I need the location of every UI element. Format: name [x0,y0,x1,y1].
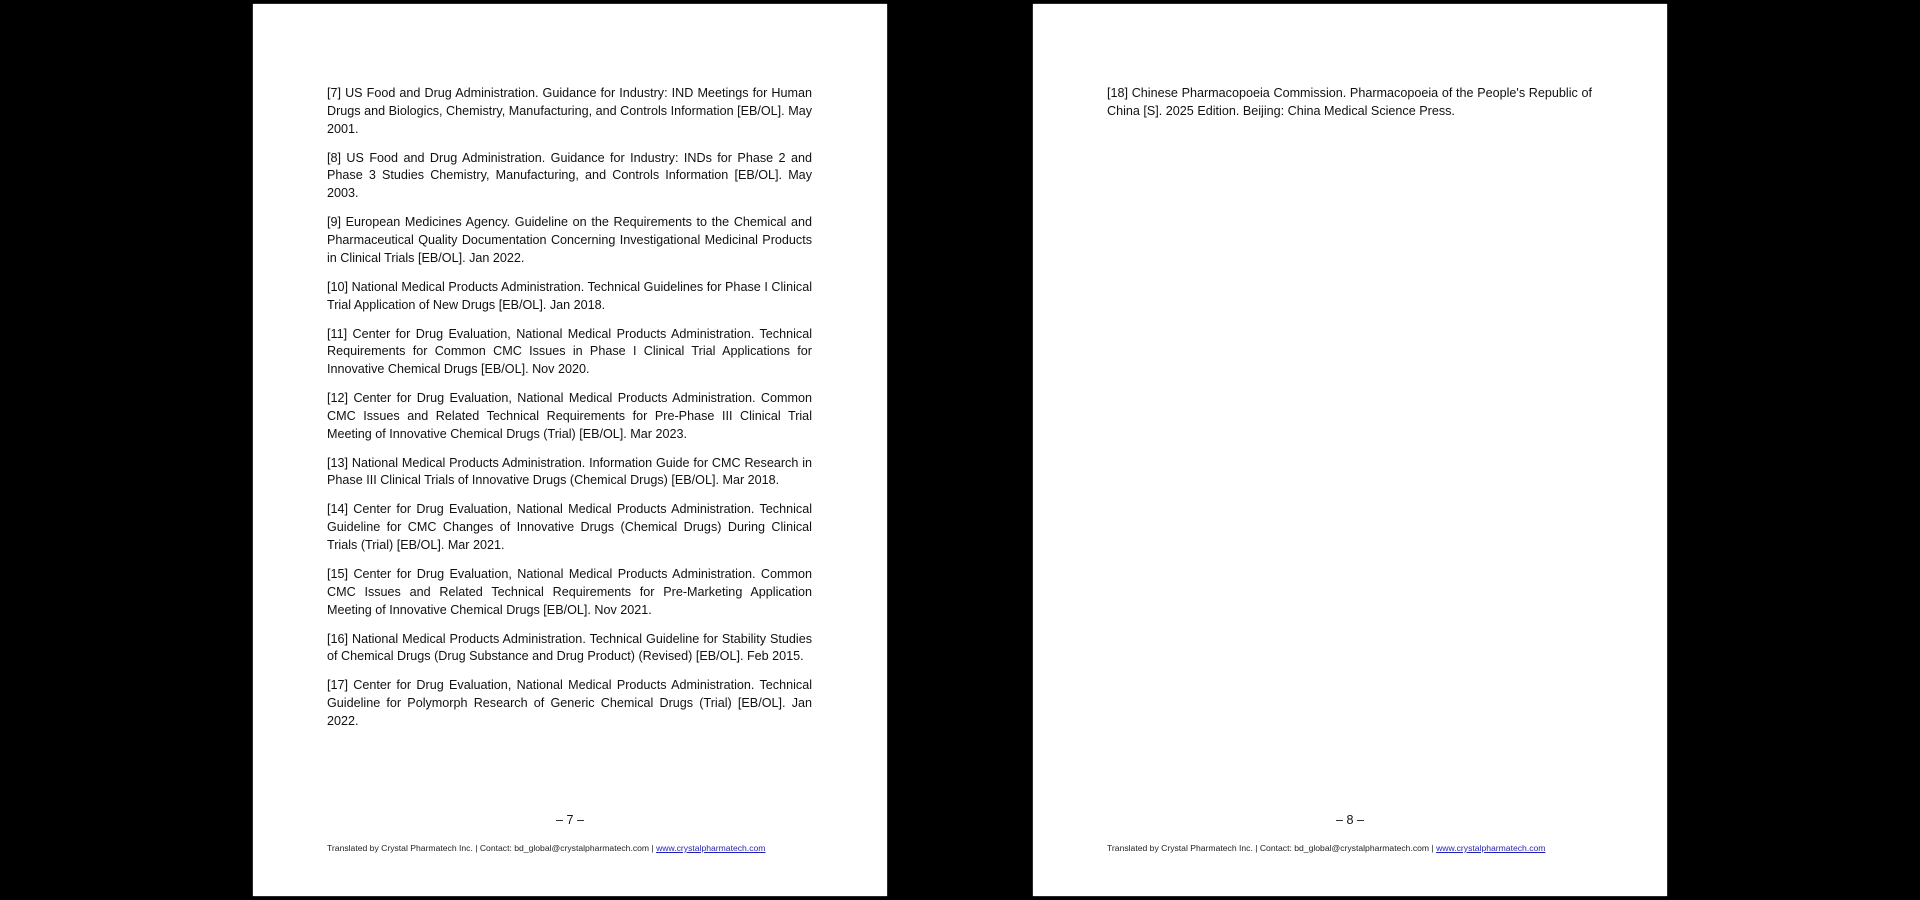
reference-11: [11] Center for Drug Evaluation, National Medical Products Administration. Technical Requirements for Common CMC Issues in Phase I Clinical Trial Applications for Innovative Chemical Drugs [EB/OL]. Nov 2020. [327,326,812,377]
page-footer [327,843,847,853]
page-footer [1107,843,1627,853]
reference-14: [14] Center for Drug Evaluation, National Medical Products Administration. Technical Guideline for CMC Changes of Innovative Drugs (Chemical Drugs) During Clinical Trials (Trial) [EB/OL]. Mar 2021. [327,502,812,553]
reference-13: [13] National Medical Products Administration. Information Guide for CMC Research in Phase III Clinical Trials of Innovative Drugs (Chemical Drugs) [EB/OL]. Mar 2018. [327,455,812,488]
reference-12: [12] Center for Drug Evaluation, National Medical Products Administration. Common CMC Issues and Related Technical Requirements for Pre-Phase III Clinical Trial Meeting of Innovative Chemical Drugs (Trial) [EB/OL]. Mar 2023. [327,391,812,441]
reference-10: [10] National Medical Products Administration. Technical Guidelines for Phase I Clinical Trial Application of New Drugs [EB/OL]. Jan 2018. [327,279,812,312]
page-7 [253,4,887,896]
reference-16: [16] National Medical Products Administration. Technical Guideline for Stability Studies of Chemical Drugs (Drug Substance and Drug Product) (Revised) [EB/OL]. Feb 2015. [327,631,812,664]
reference-8: [8] US Food and Drug Administration. Guidance for Industry: INDs for Phase 2 and Phase 3 Studies Chemistry, Manufacturing, and Controls Information [EB/OL]. May 2003. [327,150,812,201]
reference-18: [18] Chinese Pharmacopoeia Commission. Pharmacopoeia of the People's Republic of China [S]. 2025 Edition. Beijing: China Medical Science Press. [1107,86,1592,118]
footer-text: Translated by Crystal Pharmatech Inc. | Contact: bd_global@crystalpharmatech.com | [1107,843,1437,853]
website-link[interactable]: www.crystalpharmatech.com [1436,843,1546,853]
website-link[interactable]: www.crystalpharmatech.com [656,843,766,853]
reference-7: [7] US Food and Drug Administration. Guidance for Industry: IND Meetings for Human Drugs and Biologics, Chemistry, Manufacturing, and Controls Information [EB/OL]. May 2001. [327,86,812,136]
page-8 [1033,4,1667,896]
footer-text: Translated by Crystal Pharmatech Inc. | Contact: bd_global@crystalpharmatech.com | [327,843,657,853]
reference-17: [17] Center for Drug Evaluation, National Medical Products Administration. Technical Guideline for Polymorph Research of Generic Chemical Drugs (Trial) [EB/OL]. Jan 2022. [327,678,812,728]
reference-9: [9] European Medicines Agency. Guideline on the Requirements to the Chemical and Pharmaceutical Quality Documentation Concerning Investigational Medicinal Products in Clinical Trials [EB/OL]. Jan 2022. [327,215,812,265]
references-list [327,85,812,742]
reference-15: [15] Center for Drug Evaluation, National Medical Products Administration. Common CMC Issues and Related Technical Requirements for Pre-Marketing Application Meeting of Innovative Chemical Drugs [EB/OL]. Nov 2021. [327,567,812,617]
references-list [1107,85,1592,132]
page-number: – 8 – [1335,813,1364,827]
page-number: – 7 – [555,813,584,827]
